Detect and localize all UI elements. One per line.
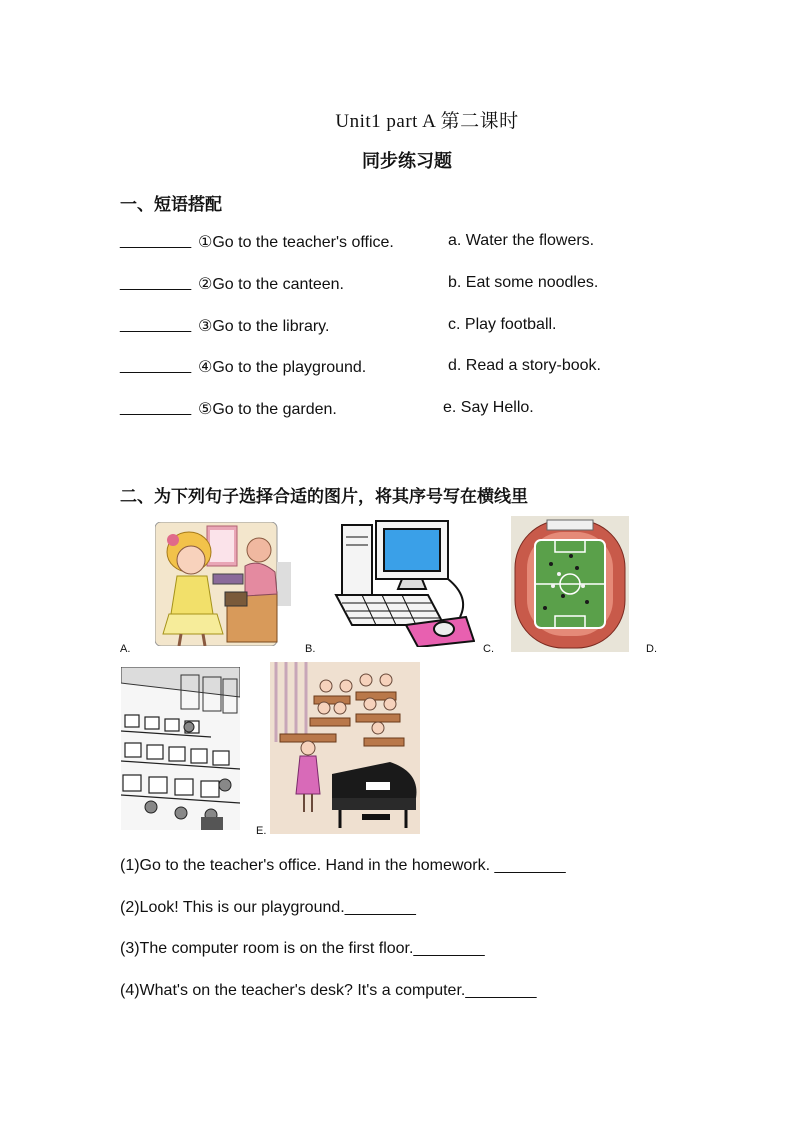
office-picture (155, 522, 291, 646)
section-2-heading: 二、为下列句子选择合适的图片，将其序号写在横线里 (120, 487, 528, 507)
label-b: B. (305, 643, 316, 655)
phrase-left: ④Go to the playground. (198, 359, 367, 376)
question-3: (3)The computer room is on the first floor.________ (120, 940, 485, 957)
computer-room-picture (121, 667, 240, 830)
answer-blank[interactable]: ________ (120, 399, 192, 416)
phrase-left: ③Go to the library. (198, 318, 330, 335)
question-4: (4)What's on the teacher's desk? It's a computer.________ (120, 982, 537, 999)
label-d: D. (646, 643, 657, 655)
phrase-right: e. Say Hello. (443, 399, 534, 416)
question-2: (2)Look! This is our playground.________ (120, 899, 416, 916)
phrase-right: c. Play football. (448, 316, 557, 333)
computer-picture (332, 517, 475, 647)
playground-picture (511, 516, 629, 652)
match-row (120, 399, 680, 423)
label-e: E. (256, 825, 267, 837)
answer-blank[interactable]: ________ (120, 232, 192, 249)
phrase-left: ②Go to the canteen. (198, 276, 344, 293)
label-a: A. (120, 643, 131, 655)
match-row (120, 316, 680, 340)
answer-blank[interactable]: ________ (120, 357, 192, 374)
match-row (120, 274, 680, 298)
phrase-right: d. Read a story-book. (448, 357, 601, 374)
phrase-right: b. Eat some noodles. (448, 274, 599, 291)
phrase-right: a. Water the flowers. (448, 232, 595, 249)
match-row (120, 232, 680, 256)
phrase-left: ①Go to the teacher's office. (198, 234, 394, 251)
section-1-heading: 一、短语搭配 (120, 195, 222, 215)
phrase-left: ⑤Go to the garden. (198, 401, 337, 418)
music-room-picture (270, 662, 420, 834)
question-1: (1)Go to the teacher's office. Hand in the homework. ________ (120, 857, 566, 874)
worksheet-title: Unit1 part A 第二课时 (335, 111, 519, 132)
label-c: C. (483, 643, 494, 655)
answer-blank[interactable]: ________ (120, 274, 192, 291)
worksheet-subtitle: 同步练习题 (362, 151, 452, 171)
answer-blank[interactable]: ________ (120, 316, 192, 333)
match-row (120, 357, 680, 381)
